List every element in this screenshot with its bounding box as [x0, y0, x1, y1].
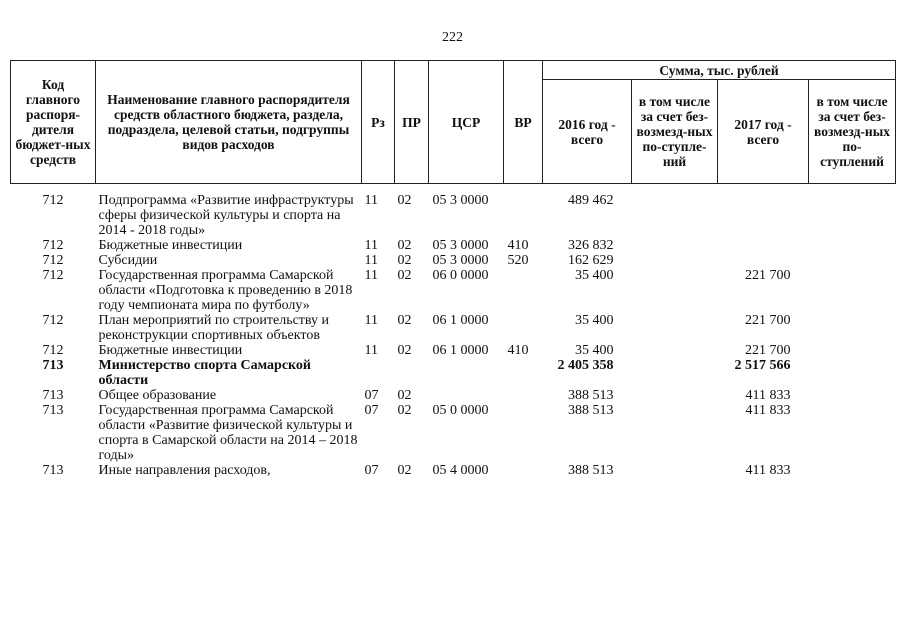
- cell-rz: 11: [364, 253, 378, 268]
- cell-code: 712: [42, 313, 64, 328]
- cell-pr: [395, 358, 429, 388]
- cell-csr: 05 4 0000: [432, 463, 489, 478]
- cell-2017-total: 411 833: [745, 388, 791, 403]
- cell-2017-total: 221 700: [745, 343, 791, 358]
- cell-code: 712: [42, 238, 64, 253]
- cell-2016-total: 489 462: [568, 193, 614, 208]
- header-name: Наименование главного распорядителя средств областного бюджета, раздела, подраздела, целевой статьи, подгруппы видов расходов: [96, 61, 362, 184]
- cell-pr: 02: [397, 193, 412, 208]
- cell-csr: 05 3 0000: [432, 193, 489, 208]
- table-row: [11, 403, 896, 463]
- cell-2016-grants: [632, 238, 718, 253]
- header-csr: ЦСР: [429, 61, 504, 184]
- cell-2016-grants: [632, 253, 718, 268]
- cell-name: Подпрограмма «Развитие инфраструктуры сферы физической культуры и спорта на 2014 - 2018 годы»: [98, 193, 354, 238]
- cell-2016-total: 162 629: [568, 253, 614, 268]
- cell-csr: 05 0 0000: [432, 403, 489, 418]
- cell-vr: [504, 184, 543, 239]
- cell-2017-total: 2 517 566: [734, 358, 791, 373]
- cell-vr: [504, 313, 543, 343]
- cell-2017-grants: [809, 238, 896, 253]
- cell-vr: [504, 388, 543, 403]
- budget-table: [10, 60, 896, 478]
- cell-2017-total: [718, 238, 809, 253]
- cell-2016-total: 326 832: [568, 238, 614, 253]
- cell-pr: 02: [397, 253, 412, 268]
- table-row: [11, 184, 896, 239]
- cell-rz: 11: [364, 343, 378, 358]
- cell-2017-grants: [809, 313, 896, 343]
- cell-2017-grants: [809, 358, 896, 388]
- cell-pr: 02: [397, 343, 412, 358]
- cell-2017-grants: [809, 463, 896, 478]
- header-2016-grants: в том числе за счет без-возмезд-ных по-ступле-ний: [632, 80, 718, 184]
- table-row: [11, 463, 896, 478]
- cell-2016-grants: [632, 403, 718, 463]
- cell-csr: 05 3 0000: [432, 238, 489, 253]
- cell-2016-grants: [632, 268, 718, 313]
- cell-2016-total: 2 405 358: [557, 358, 614, 373]
- table-row: [11, 253, 896, 268]
- cell-rz: 11: [364, 193, 378, 208]
- cell-pr: 02: [397, 463, 412, 478]
- cell-pr: 02: [397, 238, 412, 253]
- cell-rz: 07: [364, 388, 379, 403]
- cell-csr: 06 0 0000: [432, 268, 489, 283]
- header-rz: Рз: [362, 61, 395, 184]
- cell-rz: 07: [364, 463, 379, 478]
- header-pr: ПР: [395, 61, 429, 184]
- header-vr: ВР: [504, 61, 543, 184]
- cell-csr: 06 1 0000: [432, 313, 489, 328]
- cell-2017-grants: [809, 388, 896, 403]
- cell-pr: 02: [397, 388, 412, 403]
- table-row: [11, 343, 896, 358]
- cell-name: Субсидии: [98, 253, 158, 268]
- cell-code: 712: [42, 343, 64, 358]
- cell-2017-total: 221 700: [745, 313, 791, 328]
- cell-2017-grants: [809, 403, 896, 463]
- cell-2017-total: 411 833: [745, 403, 791, 418]
- cell-pr: 02: [397, 268, 412, 283]
- cell-pr: 02: [397, 403, 412, 418]
- table-row: [11, 388, 896, 403]
- cell-vr: [504, 463, 543, 478]
- cell-2016-grants: [632, 184, 718, 239]
- table-row: [11, 313, 896, 343]
- cell-name: План мероприятий по строительству и реконструкции спортивных объектов: [98, 313, 330, 343]
- cell-vr: 520: [507, 253, 529, 268]
- cell-2016-total: 35 400: [575, 313, 614, 328]
- cell-code: 713: [42, 463, 64, 478]
- cell-rz: 11: [364, 268, 378, 283]
- table-row: [11, 268, 896, 313]
- cell-2017-grants: [809, 343, 896, 358]
- cell-2016-grants: [632, 343, 718, 358]
- page-number: 222: [442, 30, 463, 45]
- header-code: Код главного распоря-дителя бюджет-ных средств: [11, 61, 96, 184]
- cell-name: Государственная программа Самарской области «Развитие физической культуры и спорта в Самарской области на 2014 – 2018 годы»: [98, 403, 358, 463]
- header-sum: Сумма, тыс. рублей: [543, 61, 896, 80]
- cell-2016-total: 388 513: [568, 388, 614, 403]
- cell-rz: 11: [364, 238, 378, 253]
- cell-rz: 07: [364, 403, 379, 418]
- cell-vr: 410: [507, 343, 529, 358]
- table-header: [11, 61, 896, 184]
- cell-2016-grants: [632, 313, 718, 343]
- cell-2016-grants: [632, 463, 718, 478]
- cell-vr: [504, 358, 543, 388]
- cell-2017-total: [718, 184, 809, 239]
- cell-code: 712: [42, 253, 64, 268]
- cell-code: 712: [42, 268, 64, 283]
- cell-2016-grants: [632, 358, 718, 388]
- cell-name: Государственная программа Самарской области «Подготовка к проведению в 2018 году чемпионата мира по футболу»: [98, 268, 353, 313]
- cell-2017-total: [718, 253, 809, 268]
- cell-2017-grants: [809, 268, 896, 313]
- table-row: [11, 238, 896, 253]
- cell-2016-total: 35 400: [575, 268, 614, 283]
- cell-vr: [504, 268, 543, 313]
- cell-code: 713: [42, 388, 64, 403]
- cell-name: Иные направления расходов,: [98, 463, 271, 478]
- cell-csr: [429, 358, 504, 388]
- cell-2017-grants: [809, 184, 896, 239]
- table-body: [11, 184, 896, 479]
- cell-csr: [429, 388, 504, 403]
- header-2017-grants: в том числе за счет без-возмезд-ных по-ступлений: [809, 80, 896, 184]
- cell-2017-total: 221 700: [745, 268, 791, 283]
- cell-name: Бюджетные инвестиции: [98, 238, 243, 253]
- cell-name: Министерство спорта Самарской области: [98, 358, 311, 388]
- cell-2017-grants: [809, 253, 896, 268]
- cell-rz: [362, 358, 395, 388]
- header-2017-total: 2017 год - всего: [718, 80, 809, 184]
- cell-vr: [504, 403, 543, 463]
- cell-csr: 06 1 0000: [432, 343, 489, 358]
- table-row: [11, 358, 896, 388]
- cell-2016-total: 388 513: [568, 403, 614, 418]
- cell-2016-total: 35 400: [575, 343, 614, 358]
- cell-pr: 02: [397, 313, 412, 328]
- cell-vr: 410: [507, 238, 529, 253]
- header-2016-total: 2016 год - всего: [543, 80, 632, 184]
- cell-code: 713: [42, 358, 64, 373]
- cell-rz: 11: [364, 313, 378, 328]
- cell-2016-total: 388 513: [568, 463, 614, 478]
- cell-code: 713: [42, 403, 64, 418]
- cell-code: 712: [42, 193, 64, 208]
- cell-2016-grants: [632, 388, 718, 403]
- cell-csr: 05 3 0000: [432, 253, 489, 268]
- cell-name: Бюджетные инвестиции: [98, 343, 243, 358]
- cell-2017-total: 411 833: [745, 463, 791, 478]
- cell-name: Общее образование: [98, 388, 217, 403]
